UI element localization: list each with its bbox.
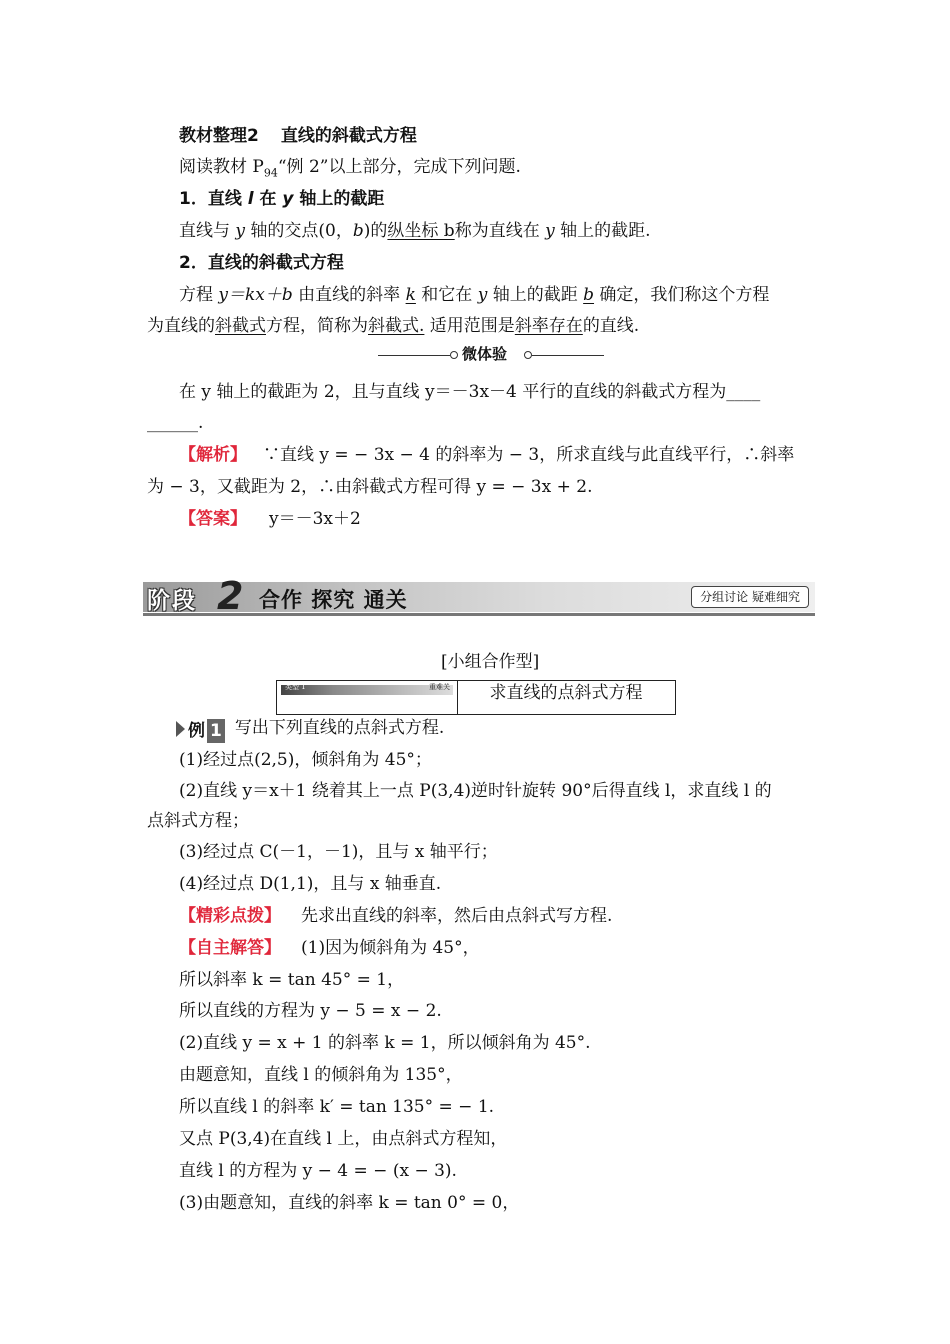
item2-underlined-answer: 斜截式 bbox=[215, 316, 266, 336]
item2-equation: y＝kx＋b bbox=[218, 285, 293, 305]
item1-title-part: 1．直线 bbox=[179, 189, 248, 209]
banner-tag: 分组讨论 疑难细究 bbox=[691, 586, 809, 608]
example-hint bbox=[179, 904, 612, 928]
type-box-right-label: 重难关 bbox=[429, 683, 450, 691]
banner-underline bbox=[143, 613, 815, 616]
item1-title-part: 在 bbox=[253, 189, 283, 209]
item2-title: 2．直线的斜截式方程 bbox=[179, 253, 344, 273]
type-box-left bbox=[277, 681, 458, 714]
section-heading-title: 直线的斜截式方程 bbox=[280, 126, 417, 146]
item1-body bbox=[179, 219, 651, 243]
item2-underlined-answer: 斜率存在 bbox=[514, 316, 583, 336]
item1-body-part: )的 bbox=[363, 221, 388, 241]
item2-part: 方程，简称为 bbox=[266, 316, 368, 336]
solution-line: 直线 l 的方程为 y − 4 = − (x − 3). bbox=[179, 1161, 457, 1181]
item1-body-var: b bbox=[352, 221, 364, 241]
hint-tag: 【精彩点拨】 bbox=[179, 906, 281, 926]
solution-line: 所以直线 l 的斜率 k′ = tan 135° = − 1. bbox=[179, 1097, 495, 1117]
item1-title-var-l: l bbox=[247, 189, 254, 209]
example-q3: (3)经过点 C(－1，－1)，且与 x 轴平行； bbox=[179, 842, 498, 862]
item2-underlined-answer: 斜截式. bbox=[368, 316, 425, 336]
item2-part: 确定，我们称这个方程 bbox=[594, 285, 770, 305]
item1-body-part: 轴上的截距. bbox=[554, 221, 651, 241]
item1-title bbox=[179, 187, 384, 211]
divider-circle-right bbox=[524, 351, 532, 359]
divider-circle-left bbox=[450, 351, 458, 359]
mini-answer bbox=[179, 507, 361, 531]
item2-var: y bbox=[477, 285, 488, 305]
solution-text: (1)因为倾斜角为 45°， bbox=[301, 938, 480, 958]
solution-line: (3)由题意知，直线的斜率 k = tan 0° = 0， bbox=[179, 1193, 520, 1213]
hint-text: 先求出直线的斜率，然后由点斜式写方程. bbox=[301, 906, 613, 926]
answer-text: y＝－3x＋2 bbox=[269, 509, 361, 529]
analysis-tag: 【解析】 bbox=[179, 445, 247, 465]
section-heading-number: 教材整理2 bbox=[179, 126, 259, 146]
mini-experiment-label: 微体验 bbox=[462, 345, 508, 363]
banner-title: 合作 探究 通关 bbox=[259, 588, 408, 612]
mini-question-line2: ______. bbox=[147, 413, 204, 433]
item2-part: 轴上的截距 bbox=[487, 285, 584, 305]
solution-line: 又点 P(3,4)在直线 l 上，由点斜式方程知， bbox=[179, 1129, 508, 1149]
item2-underlined-b: b bbox=[583, 285, 595, 305]
answer-tag: 【答案】 bbox=[179, 509, 247, 529]
item1-title-part: 轴上的截距 bbox=[293, 189, 385, 209]
item2-part: 的直线. bbox=[582, 316, 640, 336]
item1-body-var: y bbox=[545, 221, 555, 241]
type-box-title: 求直线的点斜式方程 bbox=[489, 683, 643, 703]
item1-body-part: 轴的交点(0， bbox=[245, 221, 353, 241]
item2-underlined-k: k bbox=[405, 285, 416, 305]
item2-part: 由直线的斜率 bbox=[292, 285, 406, 305]
item1-underlined-answer: 纵坐标 b bbox=[387, 221, 455, 241]
example-q2-line2: 点斜式方程； bbox=[147, 811, 249, 831]
mini-analysis-line2: 为 − 3，又截距为 2，∴由斜截式方程可得 y = − 3x + 2. bbox=[147, 477, 593, 497]
item1-title-var-y: y bbox=[282, 189, 294, 209]
item1-body-part: 直线与 bbox=[179, 221, 236, 241]
example-q4: (4)经过点 D(1,1)，且与 x 轴垂直. bbox=[179, 874, 442, 894]
divider-line-left bbox=[378, 355, 450, 356]
analysis-text: ∵直线 y = − 3x − 4 的斜率为 − 3，所求直线与此直线平行，∴斜率 bbox=[263, 445, 795, 465]
item2-line2 bbox=[147, 314, 639, 338]
item2-part: 方程 bbox=[179, 285, 219, 305]
solution-line: 所以斜率 k = tan 45° = 1， bbox=[179, 970, 405, 990]
group-label: [小组合作型] bbox=[441, 652, 540, 672]
divider-line-right bbox=[532, 355, 604, 356]
section-heading bbox=[179, 124, 417, 148]
mini-question-line1: 在 y 轴上的截距为 2，且与直线 y＝－3x－4 平行的直线的斜截式方程为____ bbox=[179, 382, 761, 402]
stage-banner bbox=[143, 574, 815, 618]
intro-page-subscript: 94 bbox=[263, 166, 278, 180]
example-prompt: 写出下列直线的点斜式方程. bbox=[234, 718, 445, 738]
example-q2-line1: (2)直线 y＝x＋1 绕着其上一点 P(3,4)逆时针旋转 90°后得直线 l，求直线 l 的 bbox=[179, 781, 772, 801]
intro-text: 阅读教材 P bbox=[179, 157, 264, 177]
mini-experiment-divider bbox=[378, 343, 604, 367]
example-arrow-icon bbox=[176, 721, 185, 737]
item2-part: 适用范围是 bbox=[424, 316, 515, 336]
item1-body-var: y bbox=[235, 221, 246, 241]
item2-part: 为直线的 bbox=[147, 316, 215, 336]
intro-text-rest: “例 2”以上部分，完成下列问题. bbox=[277, 157, 521, 177]
type-box-strip bbox=[281, 685, 453, 695]
example-badge bbox=[176, 719, 225, 739]
example-badge-number: 1 bbox=[207, 719, 225, 743]
example-badge-label: 例 bbox=[188, 721, 205, 741]
item2-part: 和它在 bbox=[415, 285, 478, 305]
banner-stage-number: 2 bbox=[217, 574, 244, 618]
solution-line: 所以直线的方程为 y − 5 = x − 2. bbox=[179, 1001, 442, 1021]
solution-tag: 【自主解答】 bbox=[179, 938, 281, 958]
banner-stage-label: 阶段 bbox=[147, 588, 197, 614]
item2-line1 bbox=[179, 283, 769, 307]
type-box bbox=[276, 680, 676, 715]
example-q1: (1)经过点(2,5)，倾斜角为 45°； bbox=[179, 750, 432, 770]
type-box-left-label: 类型 1 bbox=[285, 683, 306, 691]
mini-analysis-line1 bbox=[179, 443, 794, 467]
example-prompt-line bbox=[176, 716, 444, 740]
solution-first-line bbox=[179, 936, 480, 960]
solution-line: 由题意知，直线 l 的倾斜角为 135°， bbox=[179, 1065, 463, 1085]
section-intro bbox=[179, 155, 521, 185]
item1-body-part: 称为直线在 bbox=[454, 221, 546, 241]
solution-line: (2)直线 y = x + 1 的斜率 k = 1，所以倾斜角为 45°. bbox=[179, 1033, 591, 1053]
